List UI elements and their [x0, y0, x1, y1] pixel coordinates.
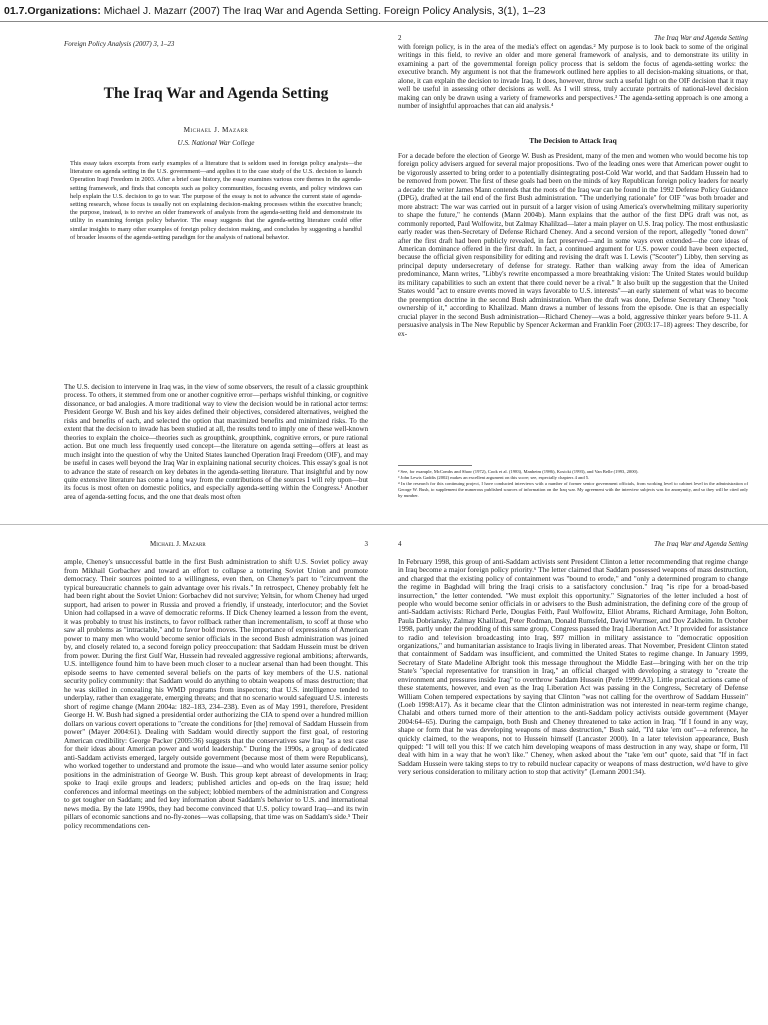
header-label: 01.7.Organizations: [4, 5, 101, 17]
page-2-body: For a decade before the election of George W. Bush as President, many of the men and women who would become his top foreign policy advisers argued for several major propositions. Two of the leading ones were that American power ought to be vigorously asserted to bring order to a potentially disintegrating post-Cold War world, and that Saddam Hussein had to be removed from power. The first of these goals had been on the minds of key Republican foreign policy leaders for nearly a decade: the writer James Mann contends that the roots of the Iraq war can be found in the 1992 Defense Policy Guidance (DPG), drafted at the tail end of the first Bush administration. "The underlying rationale" for OIF "was both broader and more abstract: The war was carried out in pursuit of a larger vision of using America's overwhelming military superiority to shape the future," he contends (Mann 2004b). Mann explains that the author of the first DPG draft was not, as commonly reported, Paul Wolfowitz, but Zalmay Khalilzad—later a main player on U.S. Iraq policy. The most enthusiastic early reader was then-Secretary of Defense Richard Cheney. And a second version of the report, allegedly "toned down" after the first draft had been publicly revealed, in fact preserved—and in some ways even extended—the core ideas of American dominance offered in the first draft. In fact, a continued argument for U.S. power could have been expected, because the official given responsibility for editing and revising the draft was I. Lewis ("Scooter") Libby, then serving as principal deputy undersecretary of defense for strategy. Rather than walking away from the idea of American predominance, Mann writes, "Libby's rewrite encompassed a more breathtaking vision: The United States would buildup its military capabilities to such an extent that there could never be a rival." It also built up the suggestion that the United States would "act to ensure events moved in ways favorable to U.S. interests"—an early statement of what was to become the preemption doctrine in the second Bush administration. When the draft was done, Defense Secretary Cheney "took ownership of it," according to Khalilzad. Mann draws a number of lessons from the episode. One is that an especially crucial player in the second Bush administration—Richard Cheney—was a bold, aggressive thinker years before 9-11. A persuasive analysis in The New Republic by Spencer Ackerman and Franklin Foer (2003:17–18) agrees: They describe, for ex- [398, 152, 748, 338]
author-name: Michael J. Mazarr [183, 126, 249, 134]
page-4 [384, 524, 768, 1025]
footnote-rule [398, 465, 472, 466]
page-1 [0, 23, 384, 524]
page-1-body: The U.S. decision to intervene in Iraq was, in the view of some observers, the result of a classic groupthink process. To others, it stemmed from one or another cognitive error—perhaps wishful thinking, or cognitive dissonance, or bad analogies. A more traditional way to view the decision would be in rational actor terms: President George W. Bush and his key aides defined their objectives, considered alternatives, weighed the risks and benefits of each, and selected the option that maximized benefits and minimized risks. To the extent that the decision to invade has been studied at all, the results tend to imply one of these well-known theories to explain the choice—theories such as groupthink, groupthink, cognitive errors, or pure rational action. But one much less frequently used concept—the literature on agenda setting—offers at least as much insight into the question of why the United States launched Operation Iraqi Freedom (OIF), and may be useful in cases well beyond the Iraq War in explaining national security choices. This essay's goal is not to advance the state of research on key debates in the agenda-setting literature. That insightful and by now quite extensive literature has come a long way from the contributions of the sources I will rely upon—but its focus is most often on domestic politics, and especially agenda-setting within the Congress.¹ Another area of agenda-setting focus, and the one that deals most often [64, 383, 368, 501]
page-2-running-title: The Iraq War and Agenda Setting [654, 34, 748, 42]
page-4-number: 4 [398, 540, 402, 548]
page-3-body: ample, Cheney's unsuccessful battle in the first Bush administration to shift U.S. Soviet policy away from Mikhail Gorbachev and toward an effort to collapse a tottering Soviet Union and promote democracy. Their sources pointed to a willingness, even then, on Cheney's part to "circumvent the typical bureaucratic channels to gain advantage over his rivals." In retrospect, Cheney probably felt he had been right about the Soviet Union: Gorbachev did not survive; Yeltsin, for whom Cheney had urged support, had arisen to power in Russia and proved a friendly, if unsteady, interlocutor; and the Soviet Union had collapsed in a wave of democratic reforms. If Dick Cheney learned a lesson from the event, it was probably to trust his instincts, to favor rollback rather than incrementalism, to scoff at those who saw all problems as "intractable," and to favor bold moves. The importance of expressions of American power to many men who would become senior officials in the second Bush administration was joined by, and closely related to, a second foreign policy preoccupation: that Saddam Hussein must be driven from power. During the first Gulf War, Hussein had revealed aggressive regional ambitions; afterwards, U.S. intelligence found him to have been much closer to a nuclear arsenal than had been thought. This episode seems to have cemented several beliefs on the parts of key members of the U.S. national security policy community: that Saddam would do anything to obtain weapons of mass destruction; that he was skilled in concealing his WMD programs from inspectors; that U.S. intelligence tended to underplay, rather than exaggerate, emerging threats; and that no scenario would safeguard U.S. interests short of regime change (Mann 2004a: 182–183, 234–238). Even as of May 1991, therefore, President George H. W. Bush had signed a presidential order authorizing the CIA to spend over a hundred million dollars on various covert operations to "create the conditions for [the] removal of Saddam Hussein from power" (Mayer 2004:61). Dealing with Saddam would directly support the first goal, of restoring American credibility: George Packer (2005:36) suggests that the conservatives saw Iraq "as a test case for their ideas about American power and world leadership." During the 1990s, a group of dedicated anti-Saddam activists emerged, largely outside government (because most of them were Republicans), who worked together to understand and promote the issue—and who would later assume senior policy positions in the administration of George W. Bush. This group kept abreast of developments in Iraq; spoke to Iraqi exile groups and leaders; published articles and op-eds on the Iraq issue; held conferences and informal meetings on the subject; lobbied members of the administration and Congress to get tougher on Saddam; and fed key information about Saddam's behavior to U.S. and international news media. By the late 1990s, they had become convinced that U.S. policy toward Iraq—and its twin pillars of economic sanctions and no-fly-zones—was collapsing, that time was on Saddam's side.⁵ Their policy recommendations cen- [64, 558, 368, 830]
header-citation: Michael J. Mazarr (2007) The Iraq War and Agenda Setting. Foreign Policy Analysis, 3(1), 1–23 [103, 5, 546, 17]
page-4-running-title: The Iraq War and Agenda Setting [654, 540, 748, 548]
page-3 [0, 524, 384, 1025]
section-heading: The Decision to Attack Iraq [529, 136, 617, 145]
footnote-4: ⁴ In the research for this continuing project, I have conducted interviews with a number of former senior government officials, from working level to cabinet level in the administration of George W. Bush, to supplement the numerous published sources of information on the Iraq war. My agreement with the interview subjects was for anonymity, and so they will be cited only by number. [398, 481, 748, 498]
document-header [0, 0, 768, 22]
page-3-number: 3 [364, 540, 368, 548]
page-4-body: In February 1998, this group of anti-Saddam activists sent President Clinton a letter recommending that regime change in Iraq become a major foreign policy priority.⁶ The letter claimed that Saddam possessed weapons of mass destruction, and charged that the existing policy of containment was "bound to erode," and "only a determined program to change the regime in Baghdad will bring the Iraqi crisis to a satisfactory conclusion." Iraq "is ripe for a broad-based insurrection," the letter contended. "We must exploit this opportunity." Signatories of the letter included a host of people who would become senior officials in or advisers to the Bush administration, the defining core of the group of anti-Saddam activists: Richard Perle, Douglas Feith, Paul Wolfowitz, Elliot Abrams, Richard Armitage, John Bolton, Paula Dobriansky, Zalmay Khalilzad, Peter Rodman, Donald Rumsfeld, David Wurmser, and Dov Zakheim. In October 1998, partly under the prodding of this same group, Congress passed the Iraq Liberation Act.⁷ It provided for assistance to radio and television broadcasting into Iraq, $97 million in military assistance to "democratic opposition organizations," and humanitarian assistance to Iraqis living in liberated areas. That November, President Clinton stated that containment of Saddam was insufficient, and committed the United States to regime change. In January 1999, Secretary of State Madeline Albright took this message throughout the Middle East—bringing with her on the trip State's "special representative for transition in Iraq," an official charged with developing a strategy to "create the environment and pressures inside Iraq" to overthrow Saddam Hussein (Perle 1999:A3). Little practical actions came of these statements, however, and even as the Iraq Liberation Act was passing in the Congress, Secretary of Defense William Cohen tempered expectations by saying that Clinton "was not calling for the overthrow of Saddam Hussein" (Loeb 1998:A17). As it became clear that the Clinton administration was not interested in near-term regime change, Chalabi and others turned more of their attention to the anti-Saddam policy activists outside government (Mayer 2004:64–65). During the campaign, both Bush and Cheney threatened to take action in Iraq. "If I found in any way, shape or form that he was developing weapons of mass destruction," Bush said, "I'd take 'em out"—a reference, he quickly claimed, to the weapons, not to Hussein himself (Lancaster 2000). In a later television appearance, Bush quipped: "I will tell you this: If we catch him developing weapons of mass destruction in any way, shape or form, I'll deal with him in a way that he won't like." Cheney, when asked about the "take 'em out" quote, said that "If in fact Saddam Hussein were taking steps to try to rebuild nuclear capacity or weapons of mass destruction, we'd have to give very serious consideration to military action to stop that activity" (Lemann 2001:34). [398, 558, 748, 777]
footnote-2: ² See, for example, McCombs and Shaw (1972), Cook et al. (1983), Manheim (1986), Kosicki (1993), and Van Belle (1993, 2000). [398, 469, 639, 474]
abstract: This essay takes excerpts from early examples of a literature that is seldom used in foreign policy analysis—the literature on agenda setting in the U.S. government—and applies it to the case study of the U.S. decision to launch Operation Iraqi Freedom in 2003. After a brief case history, the essay examines various core themes in the agenda-setting framework, and finds that concepts such as policy communities, focusing events, and policy windows can help explain the U.S. decision to go to war. The purpose of the essay is not to advance the current state of agenda-setting research, whose focus is usually not on explaining decision-making processes within the executive branch; the purpose, instead, is to revive an older framework of analysis from the agenda-setting field and demonstrate its utility in examining foreign policy behavior. The essay suggests that the agenda-setting literature could offer similar insights to many other examples of foreign policy decision making, and concludes by suggesting a handful of broader lessons of the agenda-setting paradigm for the analysis of national behavior. [70, 160, 362, 241]
page-1-running-head [64, 39, 368, 49]
journal-citation: Foreign Policy Analysis (2007) 3, 1–23 [64, 40, 175, 48]
page-2-number: 2 [398, 34, 402, 42]
article-title: The Iraq War and Agenda Setting [103, 85, 329, 102]
page-4-running-head [398, 539, 748, 549]
page-3-running-head [64, 539, 368, 549]
footnote-3: ³ John Lewis Gaddis (2002) makes an excellent argument on this score; see, especially chapters 4 and 5. [398, 475, 590, 480]
author-affiliation: U.S. National War College [177, 139, 255, 147]
page-2-body-top: with foreign policy, is in the area of the media's effect on agendas.² My purpose is to look back to some of the original writings in this field, to revive an older and more general framework of analysis, and to demonstrate its utility in examining a part of the governmental foreign policy process that is seldom the focus of agenda-setting works: the executive branch. My argument is not that the framework outlined here applies to all decision-making situations, or that, alone, it can explain the decision to invade Iraq. It does, however, throw such a useful light on the OIF decision that it may well be useful in assessing other decisions as well. As I will stress, truly accurate portraits of national-level decision making can only be drawn using a variety of frameworks and perspectives.³ The agenda-setting approach is one among a number of insightful approaches that can aid analysis.⁴ [398, 43, 748, 111]
page-2 [384, 23, 768, 524]
page-3-running-author: Michael J. Mazarr [150, 540, 206, 548]
page-2-running-head [398, 33, 748, 43]
